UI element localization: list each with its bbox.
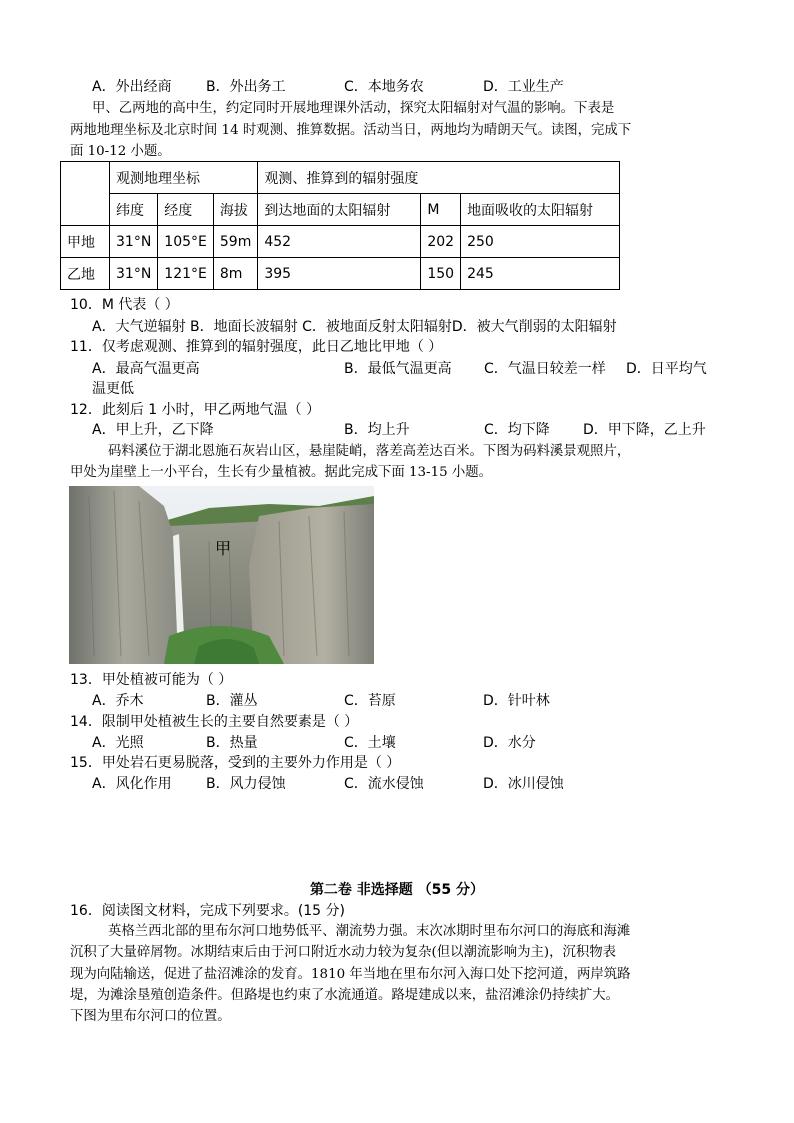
q10-stem: 10．M 代表（ ）	[70, 297, 179, 313]
table-header: 纬度	[110, 194, 158, 226]
q13-option-a: A．乔木	[92, 693, 144, 709]
q11-option-a: A．最高气温更高	[92, 361, 200, 377]
q13-option-d: D．针叶林	[483, 693, 550, 709]
q11-option-d-cont: 温更低	[92, 381, 134, 397]
canyon-photo	[69, 486, 374, 664]
table-cell: 250	[461, 226, 620, 258]
q12-stem: 12．此刻后 1 小时，甲乙两地气温（ ）	[70, 402, 321, 418]
table-header: 到达地面的太阳辐射	[258, 194, 421, 226]
q14-option-d: D．水分	[483, 735, 536, 751]
q16-text-line-1: 英格兰西北部的里布尔河口地势低平、潮流势力强。末次冰期时里布尔河口的海底和海滩	[108, 924, 631, 939]
intro1-line-3: 面 10-12 小题。	[70, 144, 171, 159]
q12-option-c: C．均下降	[484, 422, 550, 438]
table-header: 地面吸收的太阳辐射	[461, 194, 620, 226]
radiation-table	[60, 161, 620, 290]
q14-option-a: A．光照	[92, 735, 144, 751]
q13-stem: 13．甲处植被可能为（ ）	[70, 672, 233, 688]
q14-option-b: B．热量	[206, 735, 258, 751]
row-label: 甲地	[61, 226, 110, 258]
intro2-line-2: 甲处为崖壁上一小平台，生长有少量植被。据此完成下面 13-15 小题。	[70, 465, 493, 480]
photo-label-jia: 甲	[215, 539, 232, 558]
table-cell: 245	[461, 258, 620, 290]
q16-stem: 16．阅读图文材料，完成下列要求。(15 分)	[70, 903, 346, 919]
q12-option-b: B．均上升	[344, 422, 410, 438]
q11-stem: 11．仅考虑观测、推算到的辐射强度，此日乙地比甲地（ ）	[70, 339, 443, 355]
q15-option-d: D．冰川侵蚀	[483, 776, 564, 792]
q15-option-a: A．风化作用	[92, 776, 172, 792]
q11-option-d: D．日平均气	[626, 361, 707, 377]
table-cell: 202	[421, 226, 461, 258]
q13-option-c: C．苔原	[344, 693, 396, 709]
q9-option-a: A．外出经商	[92, 79, 172, 95]
q14-stem: 14．限制甲处植被生长的主要自然要素是（ ）	[70, 714, 359, 730]
q9-option-d: D．工业生产	[483, 79, 564, 95]
q12-option-d: D．甲下降，乙上升	[583, 422, 706, 438]
table-cell: 395	[258, 258, 421, 290]
table-group-radiation: 观测、推算到的辐射强度	[258, 162, 620, 194]
q10-options: A．大气逆辐射 B．地面长波辐射 C．被地面反射太阳辐射D．被大气削弱的太阳辐射	[92, 319, 617, 335]
table-cell: 452	[258, 226, 421, 258]
q11-option-c: C．气温日较差一样	[484, 361, 606, 377]
intro2-line-1: 码料溪位于湖北恩施石灰岩山区，悬崖陡峭，落差高差达百米。下图为码料溪景观照片，	[108, 444, 631, 459]
table-header: 海拔	[213, 194, 257, 226]
table-header: M	[421, 194, 461, 226]
table-corner-cell	[61, 162, 110, 226]
q9-option-b: B．外出务工	[206, 79, 286, 95]
section2-heading: 第二卷 非选择题 （55 分）	[309, 882, 485, 898]
row-label: 乙地	[61, 258, 110, 290]
q16-text-line-2: 沉积了大量碎屑物。冰期结束后由于河口附近水动力较为复杂(但以潮流影响为主)，沉积物表	[70, 945, 617, 960]
intro1-line-2: 两地地理坐标及北京时间 14 时观测、推算数据。活动当日，两地均为晴朗天气。读图，完成下	[70, 123, 632, 138]
table-cell: 150	[421, 258, 461, 290]
q13-option-b: B．灌丛	[206, 693, 258, 709]
table-cell: 121°E	[158, 258, 214, 290]
q15-stem: 15．甲处岩石更易脱落，受到的主要外力作用是（ ）	[70, 755, 401, 771]
intro1-line-1: 甲、乙两地的高中生，约定同时开展地理课外活动，探究太阳辐射对气温的影响。下表是	[92, 101, 615, 116]
q11-option-b: B．最低气温更高	[344, 361, 452, 377]
table-row	[61, 226, 620, 258]
table-cell: 31°N	[110, 258, 158, 290]
q15-option-c: C．流水侵蚀	[344, 776, 424, 792]
q16-text-line-3: 现为向陆输送，促进了盐沼滩涂的发育。1810 年当地在里布尔河入海口处下挖河道，两岸筑路	[70, 967, 631, 982]
q15-option-b: B．风力侵蚀	[206, 776, 286, 792]
table-group-coordinates: 观测地理坐标	[110, 162, 258, 194]
table-cell: 105°E	[158, 226, 214, 258]
table-cell: 31°N	[110, 226, 158, 258]
table-cell: 8m	[213, 258, 257, 290]
q14-option-c: C．土壤	[344, 735, 396, 751]
canyon-photo-image	[69, 486, 374, 664]
q12-option-a: A．甲上升，乙下降	[92, 422, 214, 438]
table-cell: 59m	[213, 226, 257, 258]
table-header: 经度	[158, 194, 214, 226]
q16-text-line-4: 堤，为滩涂垦殖创造条件。但路堤也约束了水流通道。路堤建成以来，盐沼滩涂仍持续扩大。	[70, 988, 620, 1003]
table-row	[61, 258, 620, 290]
q16-text-line-5: 下图为里布尔河口的位置。	[70, 1009, 231, 1024]
q9-option-c: C．本地务农	[344, 79, 424, 95]
